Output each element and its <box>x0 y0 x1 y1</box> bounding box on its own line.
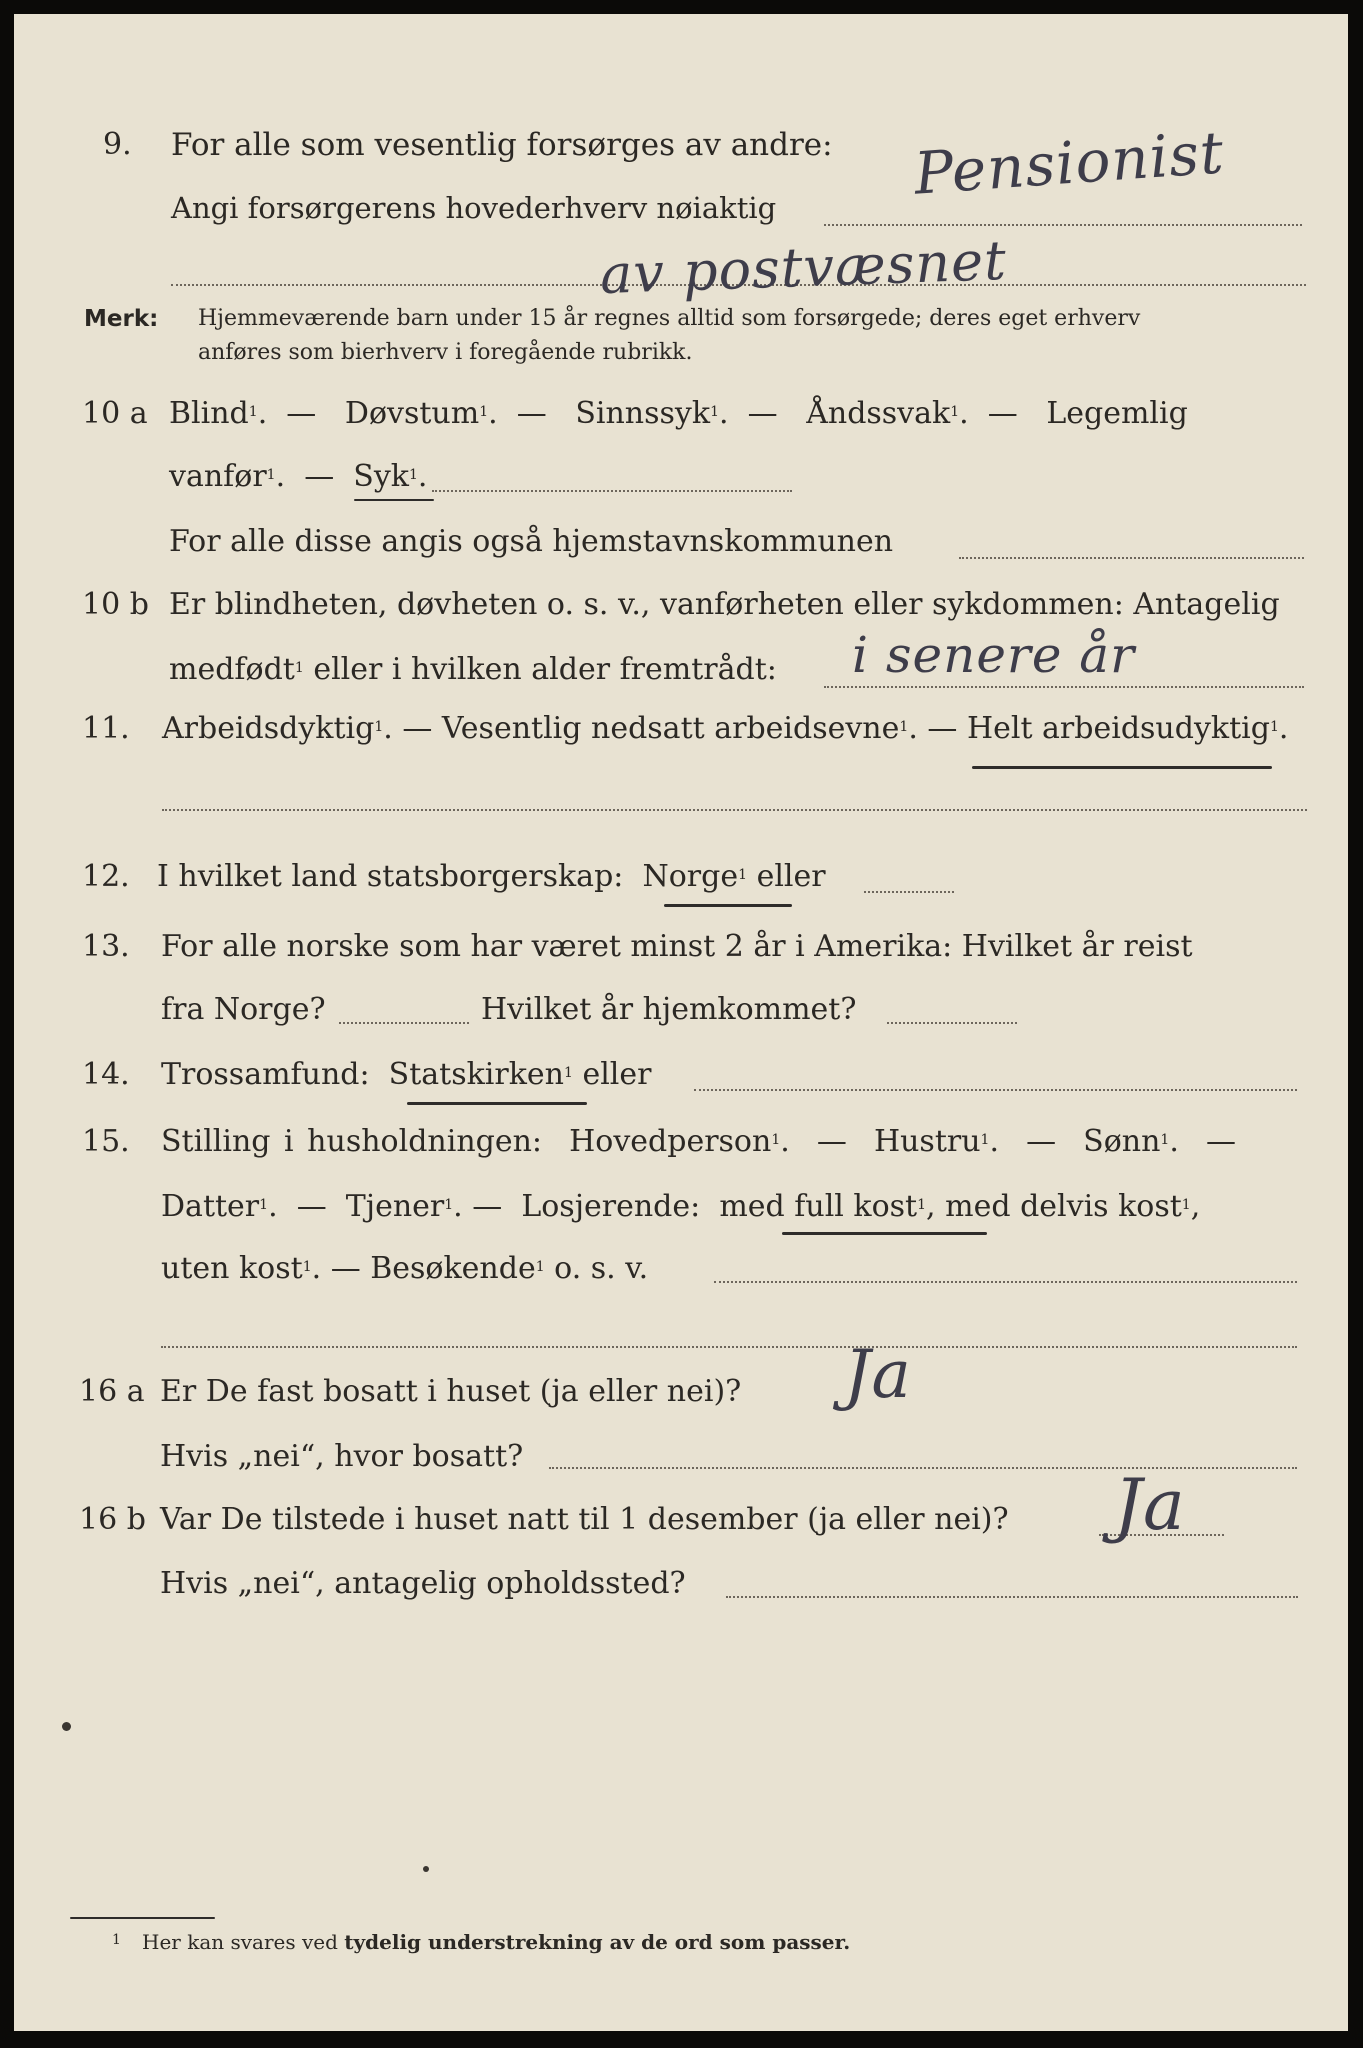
q16a-number: 16 a <box>79 1374 145 1409</box>
q13-year-left-line <box>339 1022 469 1024</box>
q15-number: 15. <box>82 1124 130 1159</box>
q10b-line1: Er blindheten, døvheten o. s. v., vanførheten eller sykdommen: Antagelig <box>169 587 1280 622</box>
q16b-number: 16 b <box>79 1502 146 1537</box>
q15-line1: Stilling i husholdningen: Hovedperson$^1$. — Hustru$^1$. — Sønn$^1$. — <box>161 1124 1236 1159</box>
ink-dot <box>423 1866 429 1872</box>
med-full-kost-underline <box>782 1232 987 1235</box>
q13-line1: For alle norske som har været minst 2 år i Amerika: Hvilket år reist <box>161 929 1193 964</box>
q10b-line2: medfødt$^1$ eller i hvilken alder fremtrådt: <box>169 652 777 687</box>
footnote-marker: 1 <box>112 1932 121 1948</box>
q14-answer-line <box>694 1089 1297 1091</box>
q16a-line2: Hvis „nei“, hvor bosatt? <box>160 1439 524 1474</box>
q9-number: 9. <box>103 127 132 162</box>
q10a-answer-line2 <box>959 557 1304 559</box>
q10b-number: 10 b <box>82 587 149 622</box>
q15-line3: uten kost$^1$. — Besøkende$^1$ o. s. v. <box>161 1251 649 1286</box>
q13-number: 13. <box>82 929 130 964</box>
q9-line1: For alle som vesentlig forsørges av andre: <box>171 127 833 163</box>
merk-label: Merk: <box>84 306 159 332</box>
q9-line2: Angi forsørgerens hovederhverv nøiaktig <box>171 191 777 225</box>
q9-answer-handwritten-1: Pensionist <box>912 118 1227 208</box>
q16a-answer-handwritten: Ja <box>844 1336 912 1413</box>
q16a-line1: Er De fast bosatt i huset (ja eller nei)? <box>160 1374 742 1409</box>
q16b-line2: Hvis „nei“, antagelig opholdssted? <box>160 1566 686 1601</box>
q13-line2b: Hvilket år hjemkommet? <box>481 992 857 1027</box>
q14-line: Trossamfund: Statskirken$^1$ eller <box>161 1057 652 1092</box>
footnote-rule <box>70 1917 215 1919</box>
norge-underline <box>664 904 792 907</box>
q12-answer-line <box>864 891 954 893</box>
q12-number: 12. <box>82 859 130 894</box>
q13-line2a: fra Norge? <box>161 992 326 1027</box>
q11-line: Arbeidsdyktig$^1$. — Vesentlig nedsatt arbeidsevne$^1$. — Helt arbeidsudyktig$^1$. <box>162 711 1289 746</box>
q10b-answer-handwritten: i senere år <box>852 626 1136 684</box>
syk-underline <box>354 499 434 501</box>
q10a-line1: Blind$^1$. — Døvstum$^1$. — Sinnssyk$^1$. — Åndssvak$^1$. — Legemlig <box>169 396 1188 431</box>
q12-line: I hvilket land statsborgerskap: Norge$^1$ eller <box>157 859 826 894</box>
merk-line1: Hjemmeværende barn under 15 år regnes alltid som forsørgede; deres eget erhverv <box>198 306 1141 331</box>
census-form-page <box>14 14 1348 2031</box>
q10a-answer-line <box>432 490 792 492</box>
q11-number: 11. <box>82 711 130 746</box>
helt-arbeidsudyktig-underline <box>972 766 1272 769</box>
q10a-number: 10 a <box>82 396 148 431</box>
footnote-text: Her kan svares ved tydelig understrekning av de ord som passer. <box>142 1930 851 1954</box>
q10b-answer-line <box>824 686 1304 688</box>
q15-answer-line2 <box>161 1346 1297 1348</box>
q10a-line2: vanfør$^1$. — Syk$^1$. <box>169 459 428 494</box>
merk-line2: anføres som bierhverv i foregående rubrikk. <box>198 340 693 365</box>
q9-answer-handwritten-2: av postvæsnet <box>599 228 1008 307</box>
q15-line2: Datter$^1$. — Tjener$^1$. — Losjerende: med full kost$^1$, med delvis kost$^1$, <box>161 1189 1201 1224</box>
q15-answer-line <box>714 1281 1297 1283</box>
q14-number: 14. <box>82 1057 130 1092</box>
statskirken-underline <box>407 1102 587 1105</box>
q16b-answer-handwritten: Ja <box>1114 1464 1186 1546</box>
ink-dot <box>62 1722 71 1731</box>
q10a-line3: For alle disse angis også hjemstavnskommunen <box>169 524 894 559</box>
q9-answer-line1 <box>824 224 1302 226</box>
q13-year-returned-line <box>887 1022 1017 1024</box>
q16b-line1: Var De tilstede i huset natt til 1 desember (ja eller nei)? <box>160 1502 1009 1537</box>
q11-answer-line <box>162 809 1307 811</box>
q16b-answer-line2 <box>726 1596 1298 1598</box>
